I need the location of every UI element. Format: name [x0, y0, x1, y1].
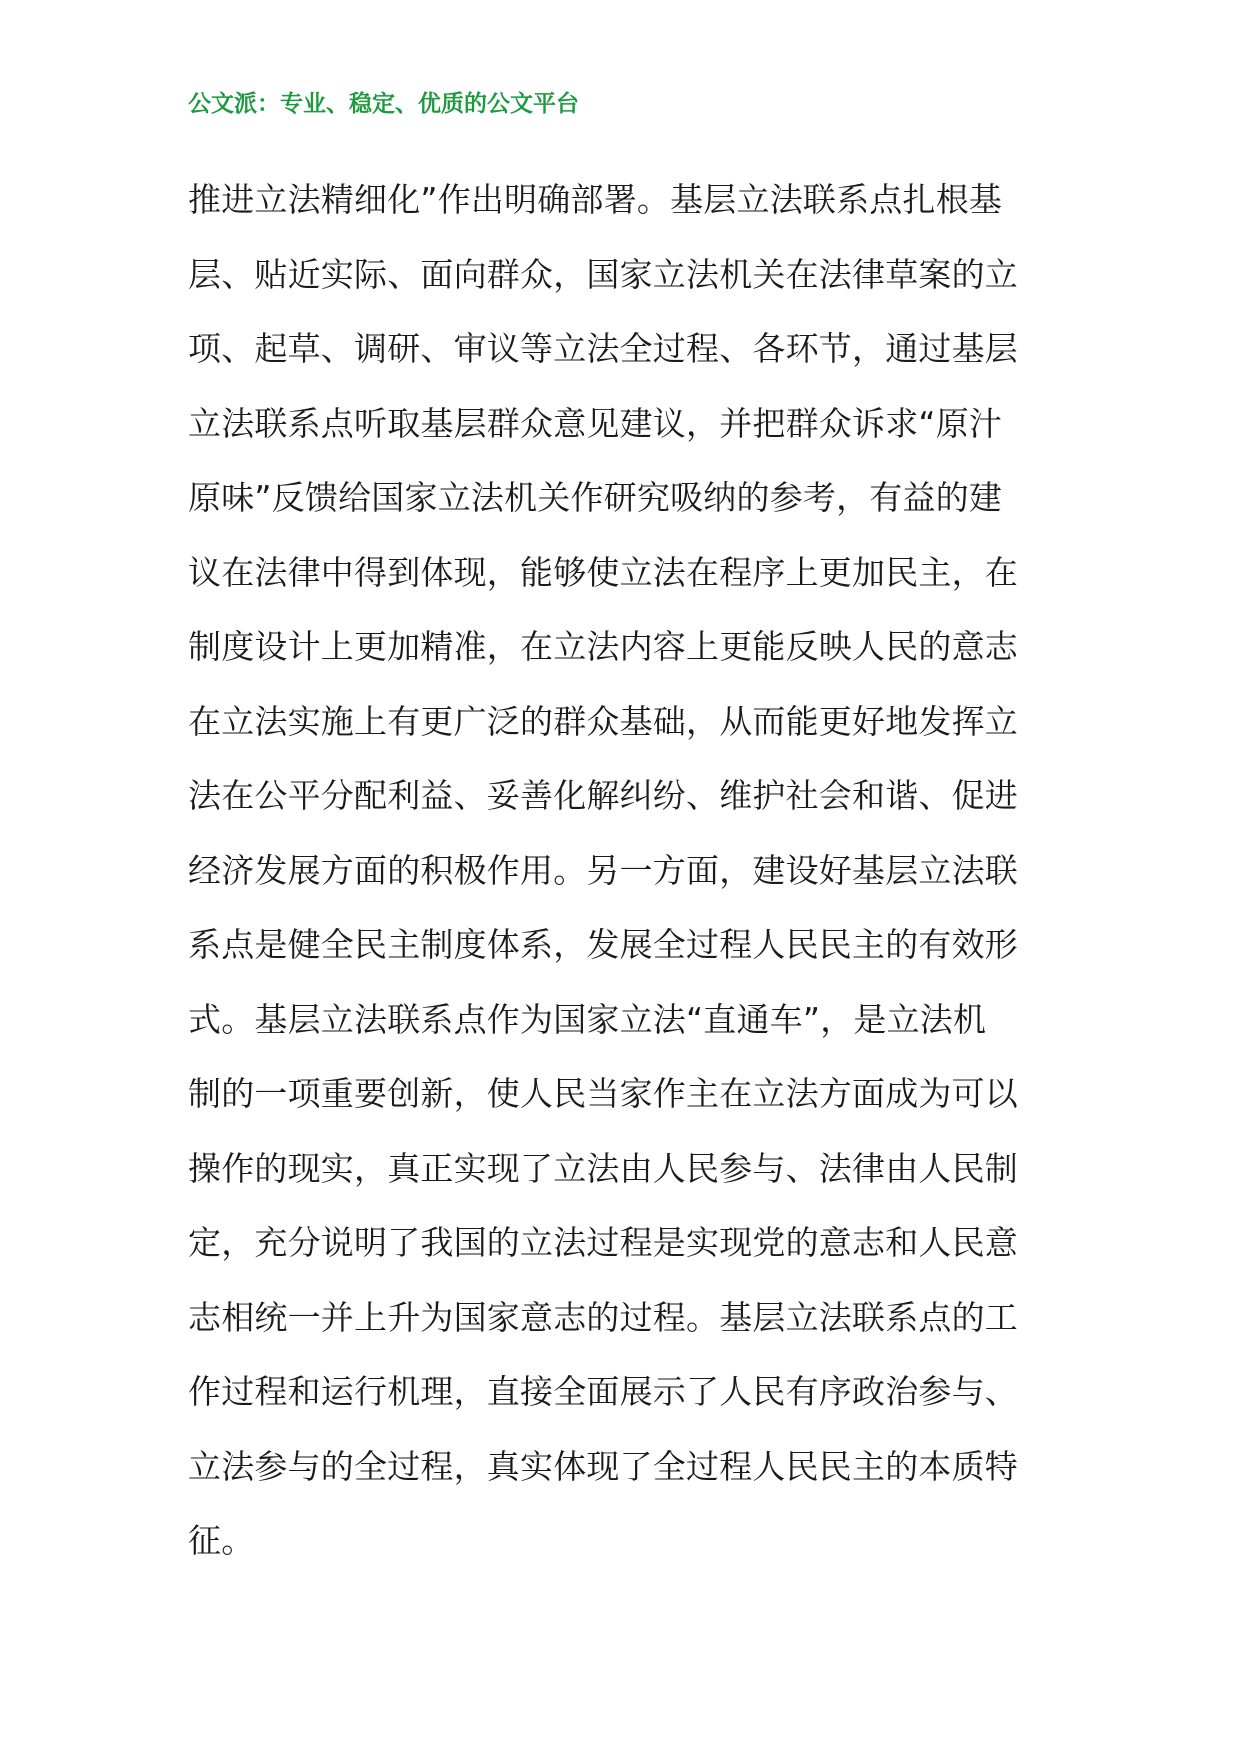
text-line: 制度设计上更加精准，在立法内容上更能反映人民的意志: [188, 627, 1018, 666]
text-line: 原味”反馈给国家立法机关作研究吸纳的参考，有益的建: [188, 478, 1003, 517]
text-line: 式。基层立法联系点作为国家立法“直通车”，是立法机: [188, 999, 987, 1039]
text-line: 议在法律中得到体现，能够使立法在程序上更加民主，在: [188, 552, 1018, 592]
text-line: 系点是健全民主制度体系，发展全过程人民民主的有效形: [188, 925, 1018, 964]
text-line: 法在公平分配利益、妥善化解纠纷、维护社会和谐、促进: [188, 776, 1018, 815]
text-line: 项、起草、调研、审议等立法全过程、各环节，通过基层: [188, 329, 1018, 368]
page-header: 公文派：专业、稳定、优质的公文平台: [188, 91, 579, 117]
text-line: 志相统一并上升为国家意志的过程。基层立法联系点的工: [188, 1297, 1018, 1337]
text-line: 征。: [188, 1521, 255, 1560]
text-line: 推进立法精细化”作出明确部署。基层立法联系点扎根基: [188, 180, 1003, 219]
text-line: 层、贴近实际、面向群众，国家立法机关在法律草案的立: [188, 254, 1018, 294]
text-line: 操作的现实，真正实现了立法由人民参与、法律由人民制: [188, 1148, 1018, 1188]
text-line: 定，充分说明了我国的立法过程是实现党的意志和人民意: [188, 1223, 1018, 1262]
text-line: 作过程和运行机理，直接全面展示了人民有序政治参与、: [188, 1372, 1018, 1411]
text-line: 立法参与的全过程，真实体现了全过程人民民主的本质特: [188, 1446, 1018, 1486]
text-line: 制的一项重要创新，使人民当家作主在立法方面成为可以: [188, 1074, 1018, 1113]
text-line: 立法联系点听取基层群众意见建议，并把群众诉求“原汁: [188, 403, 1003, 443]
text-line: 经济发展方面的积极作用。另一方面，建设好基层立法联: [188, 850, 1018, 890]
body-paragraph: [188, 163, 1068, 1579]
text-line: 在立法实施上有更广泛的群众基础，从而能更好地发挥立: [188, 701, 1018, 741]
